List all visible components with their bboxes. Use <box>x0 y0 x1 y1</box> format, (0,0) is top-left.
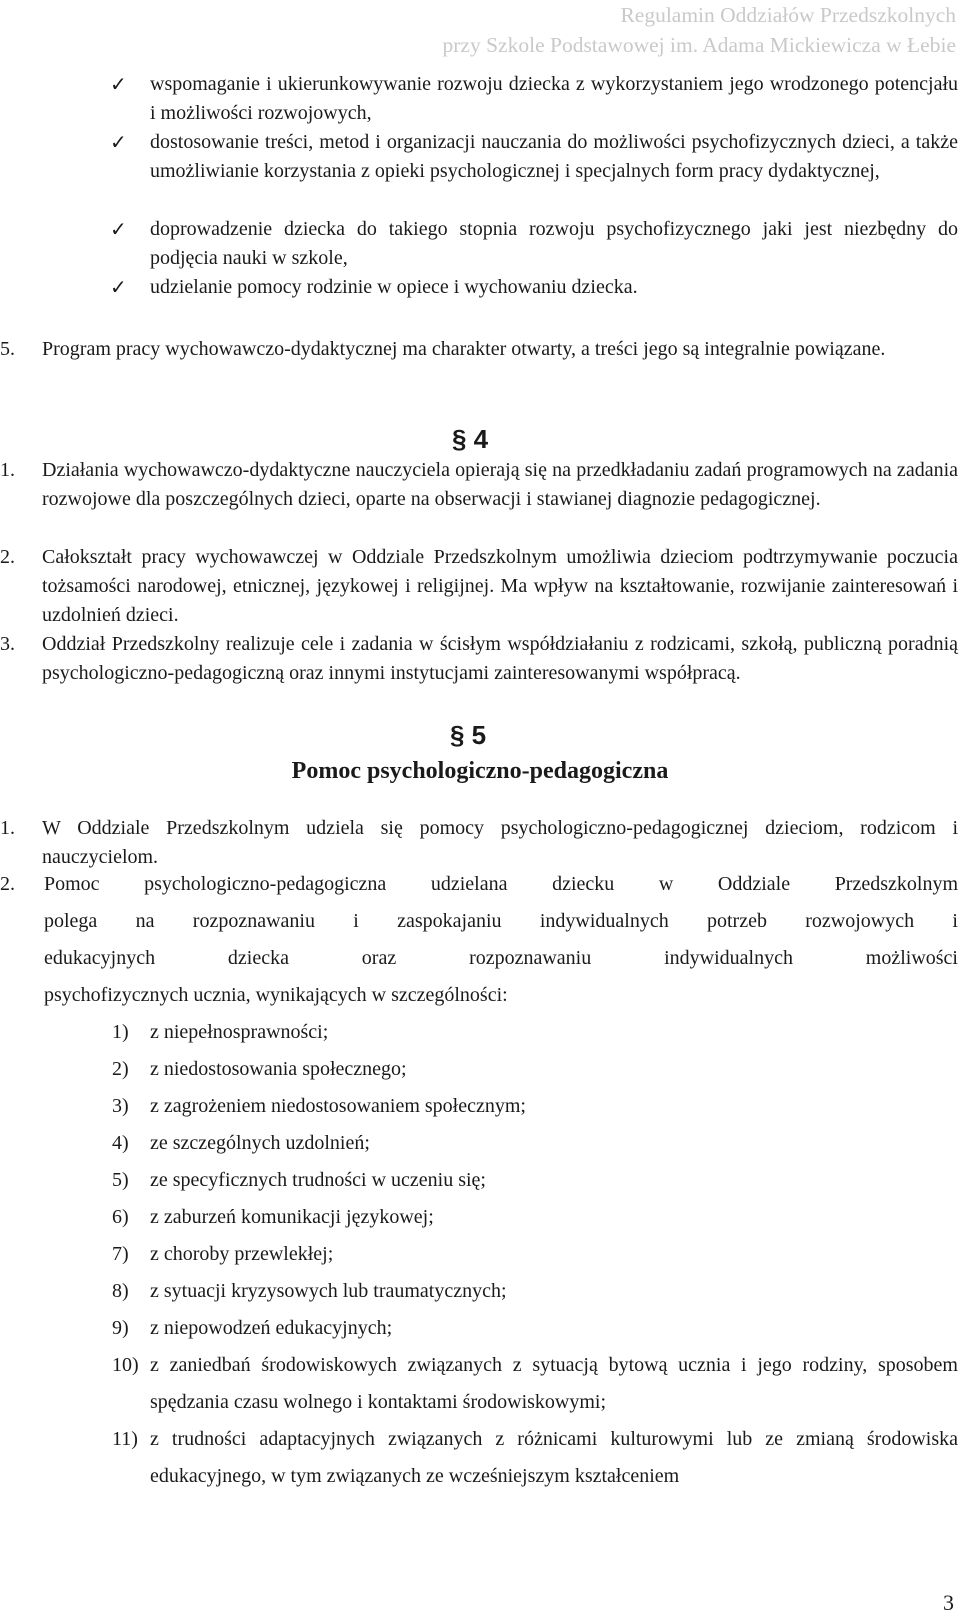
list-item <box>112 1273 958 1310</box>
paragraph-text: Program pracy wychowawczo-dydaktycznej ma charakter otwarty, a treści jego są integralnie powiązane. <box>42 338 886 360</box>
list-item-number: 10) <box>112 1354 139 1376</box>
paragraph-text: Działania wychowawczo-dydaktyczne nauczyciela opierają się na przedkładaniu zadań programowych na zadania rozwojowe dla poszczególnych dzieci, oparte na obserwacji i stawianej diagnozie pedagogicznej. <box>42 459 958 510</box>
checklist-item-text: wspomaganie i ukierunkowywanie rozwoju dziecka z wykorzystaniem jego wrodzonego potencjału i możliwości rozwojowych, <box>150 73 958 124</box>
checklist-item-text: dostosowanie treści, metod i organizacji nauczania do możliwości psychofizycznych dzieci, a także umożliwianie korzystania z opieki psychologicznej i specjalnych form pracy dydaktycznej, <box>150 131 958 182</box>
numbered-paragraph <box>0 335 958 364</box>
paragraph-number: 2. <box>0 873 15 895</box>
paragraph-text: Oddział Przedszkolny realizuje cele i zadania w ścisłym współdziałaniu z rodzicami, szkołą, publiczną poradnią psychologiczno-pedagogiczną oraz innymi instytucjami zainteresowanymi współpracą. <box>42 633 958 684</box>
list-item-text: z niepowodzeń edukacyjnych; <box>150 1317 393 1339</box>
checkmark-icon: ✓ <box>110 275 127 299</box>
paragraph-number: 1. <box>0 817 15 839</box>
list-item-text: z trudności adaptacyjnych związanych z różnicami kulturowymi lub ze zmianą środowiska edukacyjnego, w tym związanych ze wcześniejszym kształceniem <box>150 1428 958 1487</box>
list-item <box>112 1347 958 1421</box>
paragraph-number: 5. <box>0 338 15 360</box>
paragraph-line: polega na rozpoznawaniu i zaspokajaniu indywidualnych potrzeb rozwojowych i <box>44 910 958 932</box>
list-item <box>112 1014 958 1051</box>
page-header <box>336 0 956 60</box>
header-line-2: przy Szkole Podstawowej im. Adama Mickiewicza w Łebie <box>442 33 956 57</box>
paragraph-line: edukacyjnych dziecka oraz rozpoznawaniu indywidualnych możliwości <box>44 947 958 969</box>
list-item-text: z sytuacji kryzysowych lub traumatycznych; <box>150 1280 507 1302</box>
list-item-number: 1) <box>112 1021 129 1043</box>
list-item-number: 3) <box>112 1095 129 1117</box>
numbered-paragraph <box>0 630 958 688</box>
list-item-text: z zagrożeniem niedostosowaniem społecznym; <box>150 1095 526 1117</box>
paragraph-line: Pomoc psychologiczno-pedagogiczna udzielana dziecku w Oddziale Przedszkolnym <box>44 873 958 895</box>
list-item <box>112 1051 958 1088</box>
list-item <box>112 1421 958 1495</box>
section-heading: § 4 <box>452 424 489 454</box>
checklist-item <box>112 215 958 273</box>
list-item-text: z choroby przewlekłej; <box>150 1243 334 1265</box>
list-item-text: z niedostosowania społecznego; <box>150 1058 407 1080</box>
paragraph-number: 2. <box>0 546 15 568</box>
checklist-item <box>112 70 958 128</box>
list-item-number: 9) <box>112 1317 129 1339</box>
checklist-item <box>112 128 958 186</box>
paragraph-text: W Oddziale Przedszkolnym udziela się pomocy psychologiczno-pedagogicznej dzieciom, rodzicom i nauczycielom. <box>42 817 958 868</box>
list-item-number: 4) <box>112 1132 129 1154</box>
list-item-text: z niepełnosprawności; <box>150 1021 329 1043</box>
checkmark-icon: ✓ <box>110 130 127 154</box>
list-item-number: 8) <box>112 1280 129 1302</box>
numbered-paragraph <box>0 814 958 872</box>
checkmark-icon: ✓ <box>110 72 127 96</box>
list-item-number: 7) <box>112 1243 129 1265</box>
checklist-item <box>112 273 958 302</box>
list-item <box>112 1162 958 1199</box>
list-item-number: 6) <box>112 1206 129 1228</box>
header-line-1: Regulamin Oddziałów Przedszkolnych <box>620 3 956 27</box>
list-item-text: z zaniedbań środowiskowych związanych z sytuacją bytową ucznia i jego rodziny, sposobem spędzania czasu wolnego i kontaktami środowiskowymi; <box>150 1354 958 1413</box>
paragraph-line: psychofizycznych ucznia, wynikających w szczególności: <box>44 984 508 1006</box>
list-item <box>112 1199 958 1236</box>
list-item-text: z zaburzeń komunikacji językowej; <box>150 1206 434 1228</box>
section-title: Pomoc psychologiczno-pedagogiczna <box>291 758 669 784</box>
checklist-item-text: doprowadzenie dziecka do takiego stopnia rozwoju psychofizycznego jaki jest niezbędny do podjęcia nauki w szkole, <box>150 218 958 269</box>
checkmark-icon: ✓ <box>110 217 127 241</box>
list-item-text: ze specyficznych trudności w uczeniu się; <box>150 1169 486 1191</box>
list-item <box>112 1236 958 1273</box>
numbered-paragraph <box>0 543 958 630</box>
paragraph-number: 3. <box>0 633 15 655</box>
list-item-number: 11) <box>112 1428 138 1450</box>
numbered-paragraph <box>0 456 958 514</box>
paragraph-number: 1. <box>0 459 15 481</box>
page-number: 3 <box>943 1590 954 1615</box>
paragraph-text: Całokształt pracy wychowawczej w Oddziale Przedszkolnym umożliwia dzieciom podtrzymywanie poczucia tożsamości narodowej, etnicznej, językowej i religijnej. Ma wpływ na kształtowanie, rozwijanie zainteresowań i uzdolnień dzieci. <box>42 546 958 626</box>
list-item-number: 5) <box>112 1169 129 1191</box>
list-item <box>112 1310 958 1347</box>
list-item-text: ze szczególnych uzdolnień; <box>150 1132 370 1154</box>
list-item-number: 2) <box>112 1058 129 1080</box>
list-item <box>112 1088 958 1125</box>
checklist-item-text: udzielanie pomocy rodzinie w opiece i wychowaniu dziecka. <box>150 276 638 298</box>
list-item <box>112 1125 958 1162</box>
section-heading: § 5 <box>450 720 487 750</box>
